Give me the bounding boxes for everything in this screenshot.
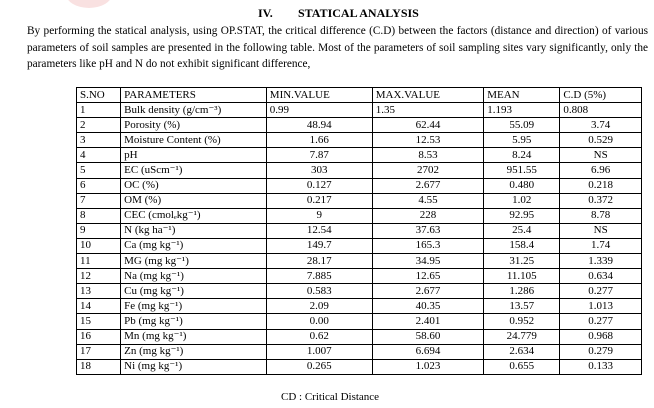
cell-max-value: 62.44 [372, 118, 483, 133]
table-row [77, 103, 642, 118]
cell-cd: 1.339 [560, 254, 642, 269]
cell-parameter: Bulk density (g/cm⁻³) [121, 103, 267, 118]
cell-parameter: Moisture Content (%) [121, 133, 267, 148]
table-row [77, 148, 642, 163]
cell-mean: 1.286 [484, 284, 560, 299]
cell-cd: 0.277 [560, 314, 642, 329]
cell-parameter: pH [121, 148, 267, 163]
cell-mean: 0.480 [484, 178, 560, 193]
cell-sno: 12 [77, 269, 121, 284]
cell-max-value: 34.95 [372, 254, 483, 269]
cell-parameter: OM (%) [121, 193, 267, 208]
cell-min-value: 9 [266, 208, 372, 223]
cell-max-value: 8.53 [372, 148, 483, 163]
cell-cd: 0.279 [560, 344, 642, 359]
cell-min-value: 0.62 [266, 329, 372, 344]
table-row [77, 314, 642, 329]
cell-parameter: Pb (mg kg⁻¹) [121, 314, 267, 329]
cell-min-value: 149.7 [266, 238, 372, 253]
cell-cd: 8.78 [560, 208, 642, 223]
cell-max-value: 1.35 [372, 103, 483, 118]
cell-cd: NS [560, 148, 642, 163]
cell-min-value: 28.17 [266, 254, 372, 269]
cell-sno: 6 [77, 178, 121, 193]
cell-sno: 5 [77, 163, 121, 178]
cell-min-value: 0.127 [266, 178, 372, 193]
header-parameters: PARAMETERS [121, 88, 267, 103]
cell-sno: 17 [77, 344, 121, 359]
cell-cd: 0.218 [560, 178, 642, 193]
cell-mean: 11.105 [484, 269, 560, 284]
cell-sno: 4 [77, 148, 121, 163]
cell-cd: 3.74 [560, 118, 642, 133]
cell-parameter: Porosity (%) [121, 118, 267, 133]
header-max-value: MAX.VALUE [372, 88, 483, 103]
cell-cd: 1.013 [560, 299, 642, 314]
header-cd: C.D (5%) [560, 88, 642, 103]
cell-cd: NS [560, 223, 642, 238]
cell-mean: 8.24 [484, 148, 560, 163]
cell-parameter: Mn (mg kg⁻¹) [121, 329, 267, 344]
cell-cd: 0.529 [560, 133, 642, 148]
cell-max-value: 4.55 [372, 193, 483, 208]
cell-min-value: 303 [266, 163, 372, 178]
cell-mean: 31.25 [484, 254, 560, 269]
cell-mean: 25.4 [484, 223, 560, 238]
cell-cd: 1.74 [560, 238, 642, 253]
cell-max-value: 12.65 [372, 269, 483, 284]
cell-min-value: 48.94 [266, 118, 372, 133]
table-row [77, 163, 642, 178]
cell-parameter: Ca (mg kg⁻¹) [121, 238, 267, 253]
table-header-row [77, 88, 642, 103]
cell-min-value: 1.007 [266, 344, 372, 359]
cell-sno: 8 [77, 208, 121, 223]
cell-sno: 16 [77, 329, 121, 344]
cell-parameter: Ni (mg kg⁻¹) [121, 359, 267, 374]
cell-parameter: OC (%) [121, 178, 267, 193]
cell-sno: 7 [77, 193, 121, 208]
cell-cd: 0.133 [560, 359, 642, 374]
cell-min-value: 1.66 [266, 133, 372, 148]
cell-mean: 1.193 [484, 103, 560, 118]
table-row [77, 238, 642, 253]
cell-max-value: 2.677 [372, 178, 483, 193]
cell-sno: 14 [77, 299, 121, 314]
cell-max-value: 165.3 [372, 238, 483, 253]
cell-mean: 13.57 [484, 299, 560, 314]
cell-parameter: N (kg ha⁻¹) [121, 223, 267, 238]
decorative-mark [66, 0, 112, 8]
cell-parameter: Na (mg kg⁻¹) [121, 269, 267, 284]
cell-mean: 2.634 [484, 344, 560, 359]
cell-sno: 3 [77, 133, 121, 148]
cell-min-value: 0.583 [266, 284, 372, 299]
header-mean: MEAN [484, 88, 560, 103]
cell-mean: 92.95 [484, 208, 560, 223]
cell-parameter: Cu (mg kg⁻¹) [121, 284, 267, 299]
cell-max-value: 6.694 [372, 344, 483, 359]
cell-min-value: 0.265 [266, 359, 372, 374]
table-row [77, 299, 642, 314]
cell-mean: 0.952 [484, 314, 560, 329]
table-row [77, 118, 642, 133]
cell-cd: 0.634 [560, 269, 642, 284]
cell-min-value: 0.99 [266, 103, 372, 118]
cell-max-value: 40.35 [372, 299, 483, 314]
intro-paragraph: By performing the statical analysis, using OP.STAT, the critical difference (C.D) between the factors (distance and direction) of various parameters of soil samples are presented in the following table. Most of the parameters of soil sampling sites vary significantly, only the parameters like pH and N do not exhibit significant difference, [27, 25, 648, 70]
cell-cd: 6.96 [560, 163, 642, 178]
cell-min-value: 0.217 [266, 193, 372, 208]
cell-parameter: Fe (mg kg⁻¹) [121, 299, 267, 314]
cell-max-value: 2.401 [372, 314, 483, 329]
cell-sno: 18 [77, 359, 121, 374]
cell-max-value: 12.53 [372, 133, 483, 148]
table-row [77, 269, 642, 284]
cell-max-value: 2702 [372, 163, 483, 178]
table-body [77, 103, 642, 375]
table-row [77, 208, 642, 223]
header-sno: S.NO [77, 88, 121, 103]
cell-max-value: 58.60 [372, 329, 483, 344]
cell-sno: 11 [77, 254, 121, 269]
cell-min-value: 0.00 [266, 314, 372, 329]
cell-max-value: 37.63 [372, 223, 483, 238]
cell-min-value: 2.09 [266, 299, 372, 314]
cell-cd: 0.277 [560, 284, 642, 299]
cell-sno: 10 [77, 238, 121, 253]
cell-min-value: 12.54 [266, 223, 372, 238]
cell-max-value: 228 [372, 208, 483, 223]
footnote: CD : Critical Distance [281, 391, 380, 403]
cell-mean: 1.02 [484, 193, 560, 208]
cell-max-value: 2.677 [372, 284, 483, 299]
table-row [77, 133, 642, 148]
cell-parameter: EC (uScm⁻¹) [121, 163, 267, 178]
cell-cd: 0.372 [560, 193, 642, 208]
table-row [77, 284, 642, 299]
section-title: STATICAL ANALYSIS [298, 6, 419, 20]
cell-mean: 0.655 [484, 359, 560, 374]
cell-max-value: 1.023 [372, 359, 483, 374]
cell-cd: 0.808 [560, 103, 642, 118]
cell-sno: 15 [77, 314, 121, 329]
table-row [77, 254, 642, 269]
table-row [77, 223, 642, 238]
cell-parameter: CEC (cmolₑkg⁻¹) [121, 208, 267, 223]
cell-min-value: 7.87 [266, 148, 372, 163]
table-row [77, 359, 642, 374]
table-row [77, 344, 642, 359]
section-number: IV. [258, 6, 273, 20]
cell-cd: 0.968 [560, 329, 642, 344]
cell-parameter: MG (mg kg⁻¹) [121, 254, 267, 269]
cell-mean: 951.55 [484, 163, 560, 178]
cell-mean: 158.4 [484, 238, 560, 253]
cell-mean: 5.95 [484, 133, 560, 148]
statistics-table [76, 87, 642, 375]
table-row [77, 329, 642, 344]
header-min-value: MIN.VALUE [266, 88, 372, 103]
cell-sno: 1 [77, 103, 121, 118]
cell-sno: 2 [77, 118, 121, 133]
cell-parameter: Zn (mg kg⁻¹) [121, 344, 267, 359]
cell-mean: 55.09 [484, 118, 560, 133]
cell-mean: 24.779 [484, 329, 560, 344]
table-row [77, 178, 642, 193]
cell-min-value: 7.885 [266, 269, 372, 284]
cell-sno: 9 [77, 223, 121, 238]
table-row [77, 193, 642, 208]
cell-sno: 13 [77, 284, 121, 299]
